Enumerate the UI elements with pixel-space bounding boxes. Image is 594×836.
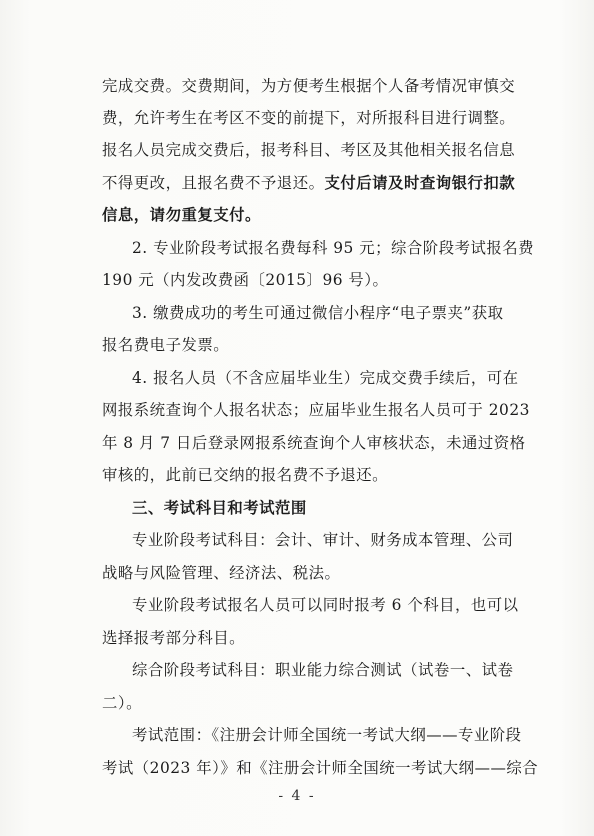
emphasis-line: 信息，请勿重复支付。 xyxy=(102,206,261,224)
emphasis-text: 支付后请及时查询银行扣款 xyxy=(324,174,516,192)
text-line: 190 元（内发改费函〔2015〕96 号）。 xyxy=(102,271,389,289)
text-line: 报名人员完成交费后，报考科目、考区及其他相关报名信息 xyxy=(102,141,516,159)
text-line: 战略与风险管理、经济法、税法。 xyxy=(102,564,341,582)
text-segment: 不得更改，且报名费不予退还。 xyxy=(102,174,325,192)
text-line xyxy=(102,173,515,193)
text-line: 费，允许考生在考区不变的前提下，对所报科目进行调整。 xyxy=(102,109,516,127)
text-line: 综合阶段考试科目：职业能力综合测试（试卷一、试卷 xyxy=(132,661,514,679)
text-line: 审核的，此前已交纳的报名费不予退还。 xyxy=(102,466,389,484)
text-line: 年 8 月 7 日后登录网报系统查询个人审核状态，未通过资格 xyxy=(102,434,526,452)
section-heading: 三、考试科目和考试范围 xyxy=(132,499,307,517)
text-line: 报名费电子发票。 xyxy=(102,336,230,354)
text-line: 4. 报名人员（不含应届毕业生）完成交费手续后，可在 xyxy=(132,369,519,387)
text-line: 网报系统查询个人报名状态；应届毕业生报名人员可于 2023 xyxy=(102,401,530,419)
text-line: 二）。 xyxy=(102,694,142,712)
text-line: 考试（2023 年）》和《注册会计师全国统一考试大纲——综合 xyxy=(102,759,539,777)
text-line: 考试范围：《注册会计师全国统一考试大纲——专业阶段 xyxy=(132,726,522,744)
text-line: 完成交费。交费期间，为方便考生根据个人备考情况审慎交 xyxy=(102,77,516,95)
text-line: 专业阶段考试报名人员可以同时报考 6 个科目，也可以 xyxy=(132,596,519,614)
text-line: 选择报考部分科目。 xyxy=(102,629,246,647)
text-line: 3. 缴费成功的考生可通过微信小程序“电子票夹”获取 xyxy=(132,304,504,322)
text-line: 2. 专业阶段考试报名费每科 95 元；综合阶段考试报名费 xyxy=(132,239,535,257)
text-line: 专业阶段考试科目：会计、审计、财务成本管理、公司 xyxy=(132,531,514,549)
page-number: - 4 - xyxy=(278,788,316,804)
